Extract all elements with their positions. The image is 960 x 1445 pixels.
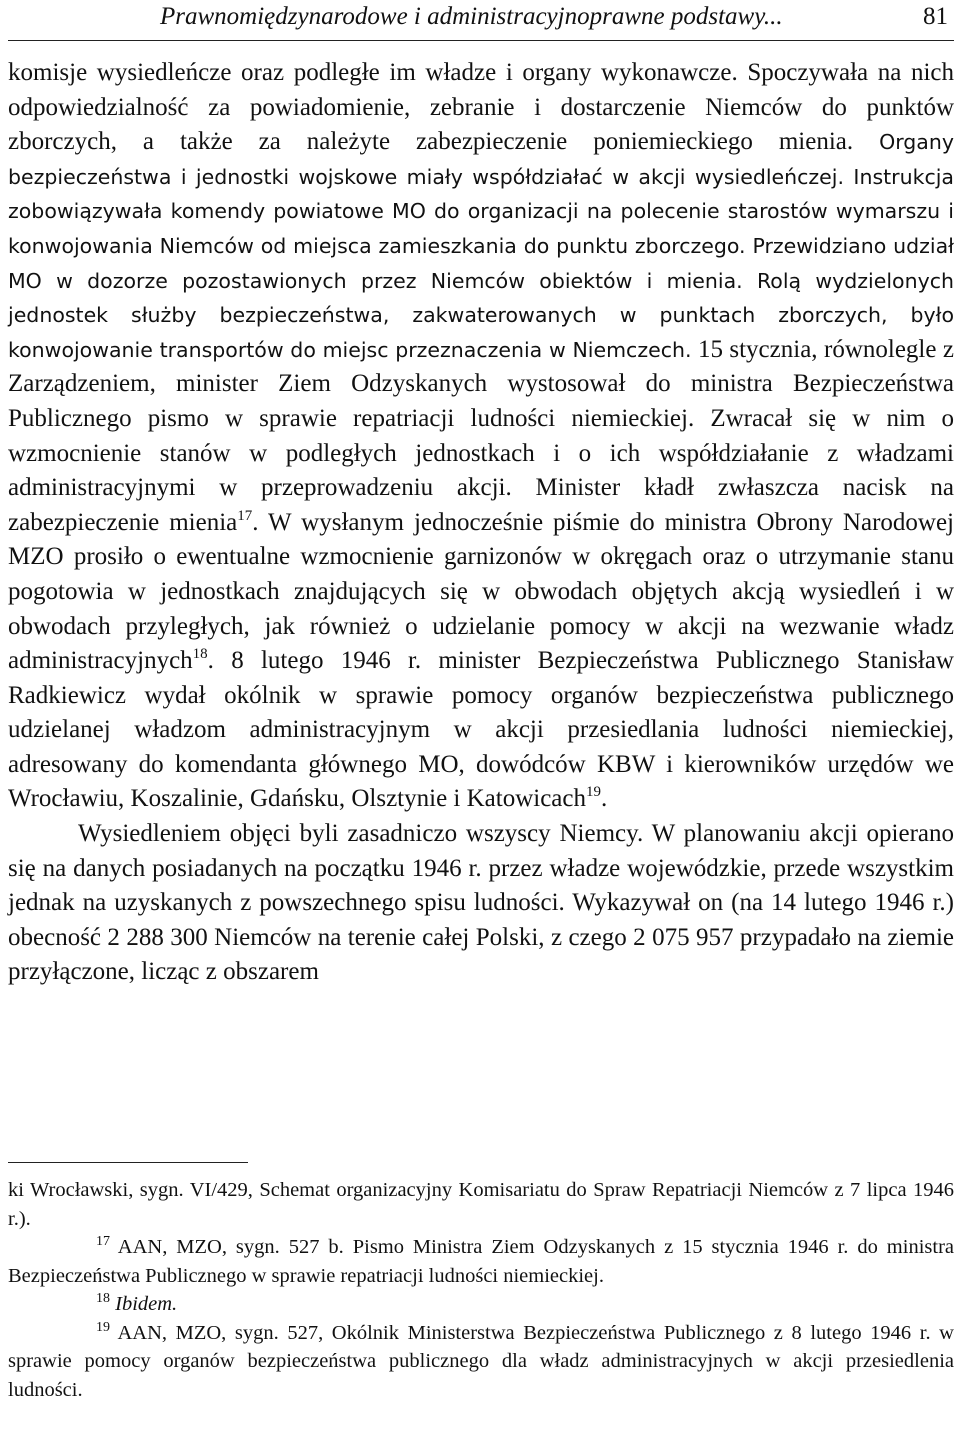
footnote-continued: ki Wrocławski, sygn. VI/429, Schemat organizacyjny Komisariatu do Spraw Repatriacji Niemców z 7 lipca 1946 r.). [8, 1179, 954, 1230]
footnote-ref-18[interactable]: 18 [192, 646, 208, 663]
footnote-number: 17 [96, 1234, 110, 1249]
main-text [8, 56, 954, 990]
text-run: . [601, 785, 608, 813]
footnote-separator [8, 1162, 248, 1163]
text-run: . 8 lutego 1946 r. minister Bezpieczeństwa Publicznego Stanisław Radkiewicz wydał okólnik w sprawie pomocy organów bezpieczeństwa publicznego udzielanej władzom administracyjnym w akcji przesiedlania ludności niemieckiej, adresowany do komendanta głównego MO, dowódców KBW i kierowników urzędów we Wrocławiu, Koszalinie, Gdańsku, Olsztynie i Katowicach [8, 647, 954, 813]
footnote-number: 18 [96, 1291, 110, 1306]
text-run: 15 stycznia, równolegle z Zarządzeniem, minister Ziem Odzyskanych wystosował do ministra Bezpieczeństwa Publicznego pismo w sprawie repatriacji ludności niemieckiej. Zwracał się w nim o wzmocnienie stanów w podległych jednostkach i o ich współdziałanie z władzami administracyjnymi w przeprowadzeniu akcji. Minister kładł zwłaszcza nacisk na zabezpieczenie mienia [8, 335, 955, 536]
running-title: Prawnomiędzynarodowe i administracyjnoprawne podstawy... [160, 3, 783, 30]
page-number: 81 [923, 3, 948, 30]
footnote-ref-19[interactable]: 19 [586, 784, 601, 801]
paragraph-1 [8, 56, 954, 817]
footnote-17 [8, 1233, 954, 1290]
footnote-19 [8, 1319, 954, 1405]
footnote-text: AAN, MZO, sygn. 527, Okólnik Ministerstwa Bezpieczeństwa Publicznego z 8 lutego 1946 r. w sprawie pomocy organów bezpieczeństwa publicznego dla władz administracyjnych w akcji przesiedlenia ludności. [8, 1321, 954, 1401]
footnote-ref-17[interactable]: 17 [237, 507, 253, 524]
footnote-text: AAN, MZO, sygn. 527 b. Pismo Ministra Ziem Odzyskanych z 15 stycznia 1946 r. do ministra Bezpieczeństwa Publicznego w sprawie repatriacji ludności niemieckiej. [8, 1236, 954, 1287]
footnote-text: Ibidem. [115, 1293, 178, 1315]
paragraph-2: Wysiedleniem objęci byli zasadniczo wszyscy Niemcy. W planowaniu akcji opierano się na danych posiadanych na początku 1946 r. przez władze wojewódzkie, przede wszystkim jednak na uzyskanych z powszechnego spisu ludności. Wykazywał on (na 14 lutego 1946 r.) obecność 2 288 300 Niemców na terenie całej Polski, z czego 2 075 957 przypadało na ziemie przyłączone, licząc z obszarem [8, 820, 954, 986]
text-run: . W wysłanym jednocześnie piśmie do ministra Obrony Narodowej MZO prosiło o ewentualne wzmocnienie garnizonów w okręgach oraz o utrzymanie stanu pogotowia w jednostkach znajdujących się w obwodach objętych akcją wysiedleń i w obwodach przyległych, jak również o udzielanie pomocy w akcji na wezwanie władz administracyjnych [8, 508, 954, 675]
footnote-number: 19 [96, 1319, 110, 1335]
text-run-sans: Organy bezpieczeństwa i jednostki wojskowe miały współdziałać w akcji wysiedleńczej. Instrukcja zobowiązywała komendy powiatowe MO do organizacji na polecenie starostów wymarszu i konwojowania Niemców od miejsca zamieszkania do punktu zborczego. Przewidziano udział MO w dozorze pozostawionych przez Niemców obiektów i mienia. Rolą wydzielonych jednostek służby bezpieczeństwa, zakwaterowanych w punktach zborczych, było konwojowanie transportów do miejsc przeznaczenia w Niemczech. [8, 130, 954, 362]
footnotes [8, 1176, 954, 1404]
text-run: komisje wysiedleńcze oraz podległe im władze i organy wykonawcze. Spoczywała na nich odpowiedzialność za powiadomienie, zebranie i dostarczenie Niemców do punktów zborczych, a także za należyte zabezpieczenie poniemieckiego mienia. [8, 59, 954, 156]
running-header [8, 0, 954, 41]
footnote-18 [8, 1290, 954, 1319]
